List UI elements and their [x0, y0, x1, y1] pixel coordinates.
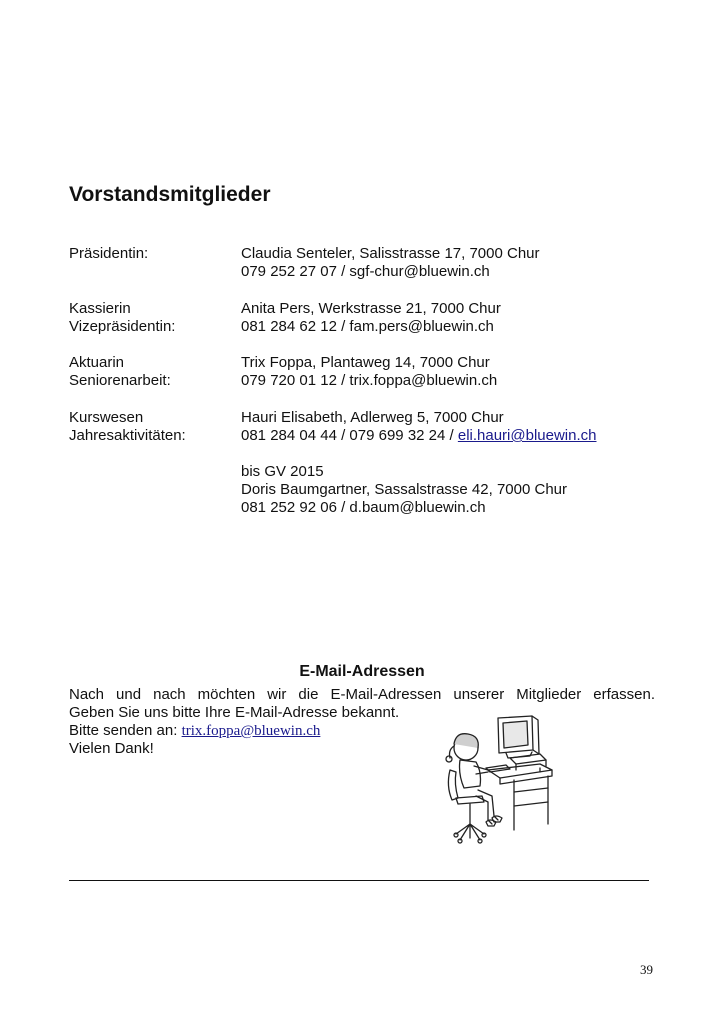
- send-instruction: [69, 722, 655, 740]
- girl-at-computer-icon: [436, 712, 558, 846]
- horizontal-rule: [69, 880, 649, 881]
- section-title: Vorstandsmitglieder: [69, 183, 271, 206]
- member-contact: 081 284 62 12 / fam.pers@bluewin.ch: [241, 318, 494, 335]
- member-address: Doris Baumgartner, Sassalstrasse 42, 7000 Chur: [241, 481, 567, 498]
- member-note: bis GV 2015: [241, 463, 324, 480]
- member-contact: 079 720 01 12 / trix.foppa@bluewin.ch: [241, 372, 498, 389]
- member-label: Seniorenarbeit:: [69, 372, 171, 389]
- member-phones: 081 284 04 44 / 079 699 32 24 /: [241, 427, 458, 444]
- member-label: Kurswesen: [69, 409, 144, 426]
- send-prefix: Bitte senden an:: [69, 722, 182, 739]
- email-link-hauri[interactable]: eli.hauri@bluewin.ch: [457, 427, 597, 444]
- email-link-foppa[interactable]: trix.foppa@bluewin.ch: [181, 723, 321, 739]
- page-number: 39: [640, 962, 653, 977]
- member-label: Aktuarin: [69, 354, 125, 371]
- member-label: Präsidentin:: [69, 245, 149, 262]
- email-paragraph-line: Nach und nach möchten wir die E-Mail-Adressen unserer Mitglieder erfassen.: [69, 686, 655, 703]
- member-address: Claudia Senteler, Salisstrasse 17, 7000 Chur: [241, 245, 540, 262]
- thanks-text: Vielen Dank!: [69, 740, 154, 757]
- member-contact: 081 252 92 06 / d.baum@bluewin.ch: [241, 499, 486, 516]
- member-label: Kassierin: [69, 300, 131, 317]
- member-address: Hauri Elisabeth, Adlerweg 5, 7000 Chur: [241, 409, 504, 426]
- member-label: Vizepräsidentin:: [69, 318, 176, 335]
- member-contact: 079 252 27 07 / sgf-chur@bluewin.ch: [241, 263, 490, 280]
- member-contact: [241, 427, 597, 445]
- member-label: Jahresaktivitäten:: [69, 427, 186, 444]
- member-address: Trix Foppa, Plantaweg 14, 7000 Chur: [241, 354, 490, 371]
- email-section-title: E-Mail-Adressen: [299, 663, 425, 680]
- member-address: Anita Pers, Werkstrasse 21, 7000 Chur: [241, 300, 501, 317]
- email-paragraph-line: Geben Sie uns bitte Ihre E-Mail-Adresse bekannt.: [69, 704, 400, 721]
